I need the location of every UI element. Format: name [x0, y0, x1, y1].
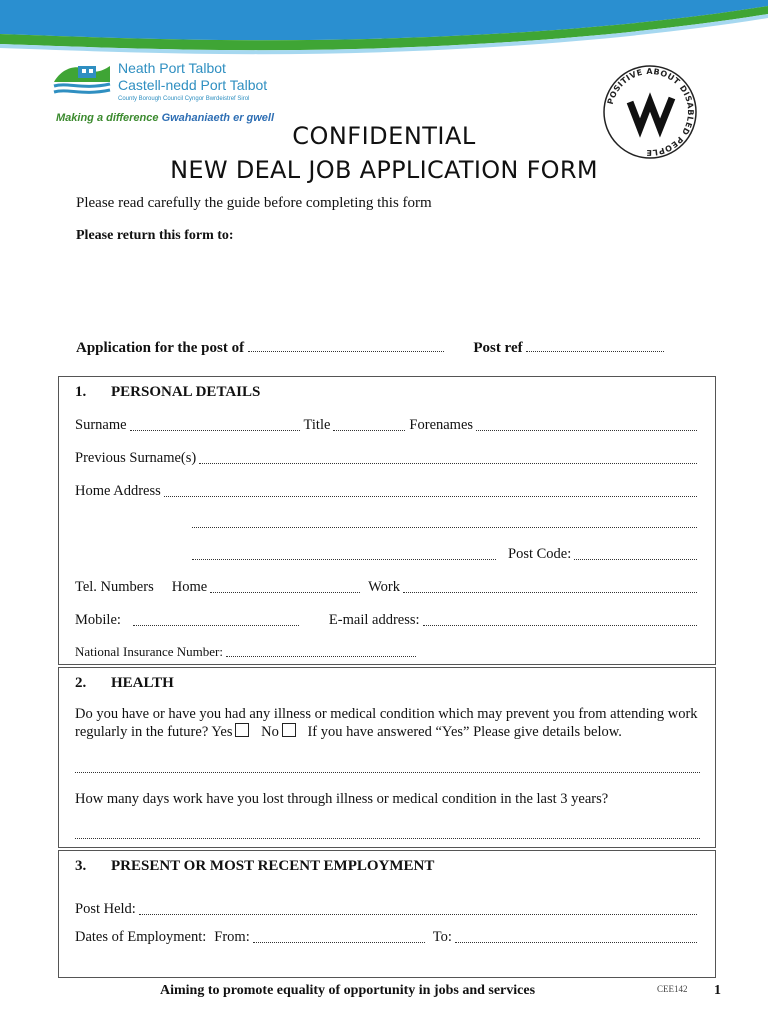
section-2-heading: 2. HEALTH [75, 675, 174, 691]
no-label: No [261, 724, 279, 740]
previous-surnames-row [75, 450, 699, 467]
to-field[interactable] [455, 930, 697, 943]
title-field[interactable] [333, 418, 405, 431]
home-address-label: Home Address [75, 483, 161, 499]
section-personal-details [58, 376, 716, 665]
surname-label: Surname [75, 417, 127, 433]
surname-field[interactable] [130, 418, 300, 431]
forenames-field[interactable] [476, 418, 697, 431]
to-label: To: [432, 929, 452, 945]
council-subtitle: County Borough Council Cyngor Bwrdeistref Sirol [118, 96, 250, 102]
section-1-heading: 1. PERSONAL DETAILS [75, 384, 261, 400]
dates-row [75, 929, 699, 946]
application-post-row [76, 339, 664, 357]
email-label: E-mail address: [328, 612, 420, 628]
post-label: Application for the post of [76, 340, 245, 356]
from-label: From: [214, 929, 250, 945]
footer-slogan: Aiming to promote equality of opportunity in jobs and services [160, 983, 536, 998]
post-code-field[interactable] [574, 547, 697, 560]
home-address-field-3[interactable] [192, 547, 496, 560]
form-title-confidential: CONFIDENTIAL [292, 122, 476, 150]
header-wave-graphic [0, 0, 768, 60]
health-question-2: How many days work have you lost through illness or medical condition in the last 3 years? [75, 791, 609, 807]
post-held-label: Post Held: [75, 901, 136, 917]
post-ref-field[interactable] [526, 339, 664, 352]
days-lost-field[interactable] [75, 838, 700, 839]
council-name-english: Neath Port Talbot [118, 60, 226, 76]
previous-surnames-label: Previous Surname(s) [75, 450, 197, 466]
form-reference: CEE142 [657, 984, 688, 994]
home-tel-label: Home [171, 579, 208, 595]
ni-number-row [75, 644, 699, 660]
tel-numbers-row [75, 579, 699, 596]
health-question-1: Do you have or have you had any illness or medical condition which may prevent you from attending work regularly in the future? Yes No If you have answered “Yes” Please give details below. [75, 706, 698, 740]
tagline-welsh: Gwahaniaeth er gwell [161, 112, 275, 124]
home-address-row-2 [189, 515, 699, 531]
title-label: Title [303, 417, 331, 433]
post-held-row [75, 901, 699, 918]
badge-text: POSITIVE ABOUT DISABLED PEOPLE [605, 66, 696, 158]
section-health [58, 667, 716, 848]
work-tel-label: Work [368, 579, 401, 595]
home-address-field-1[interactable] [164, 484, 697, 497]
ni-number-label: National Insurance Number: [75, 644, 224, 659]
section-employment [58, 850, 716, 978]
health-details-field[interactable] [75, 772, 700, 773]
ni-number-field[interactable] [226, 644, 416, 657]
post-ref-label: Post ref [473, 340, 523, 356]
yes-checkbox[interactable] [235, 723, 249, 737]
work-tel-field[interactable] [403, 580, 697, 593]
forenames-label: Forenames [409, 417, 474, 433]
mobile-email-row [75, 612, 699, 629]
no-checkbox[interactable] [282, 723, 296, 737]
council-name-welsh: Castell-nedd Port Talbot [118, 77, 268, 93]
form-title: NEW DEAL JOB APPLICATION FORM [170, 156, 598, 184]
tel-numbers-label: Tel. Numbers [75, 579, 154, 595]
mobile-field[interactable] [133, 613, 299, 626]
tagline-english: Making a difference [56, 112, 159, 124]
council-logo-icon [52, 60, 112, 100]
previous-surnames-field[interactable] [199, 451, 697, 464]
home-address-row-3 [189, 546, 699, 563]
home-address-field-2[interactable] [192, 515, 697, 528]
section-3-heading: 3. PRESENT OR MOST RECENT EMPLOYMENT [75, 858, 435, 874]
mobile-label: Mobile: [75, 612, 121, 628]
return-address-label: Please return this form to: [76, 228, 234, 243]
page-number: 1 [714, 983, 721, 998]
post-held-field[interactable] [139, 902, 697, 915]
name-row [75, 417, 699, 434]
email-field[interactable] [423, 613, 697, 626]
yes-label: Yes [211, 724, 233, 740]
from-field[interactable] [253, 930, 425, 943]
home-tel-field[interactable] [210, 580, 360, 593]
post-field[interactable] [248, 339, 444, 352]
home-address-row [75, 483, 699, 500]
intro-instruction: Please read carefully the guide before completing this form [76, 195, 432, 211]
post-code-label: Post Code: [508, 546, 572, 562]
dates-label: Dates of Employment: [75, 929, 207, 945]
